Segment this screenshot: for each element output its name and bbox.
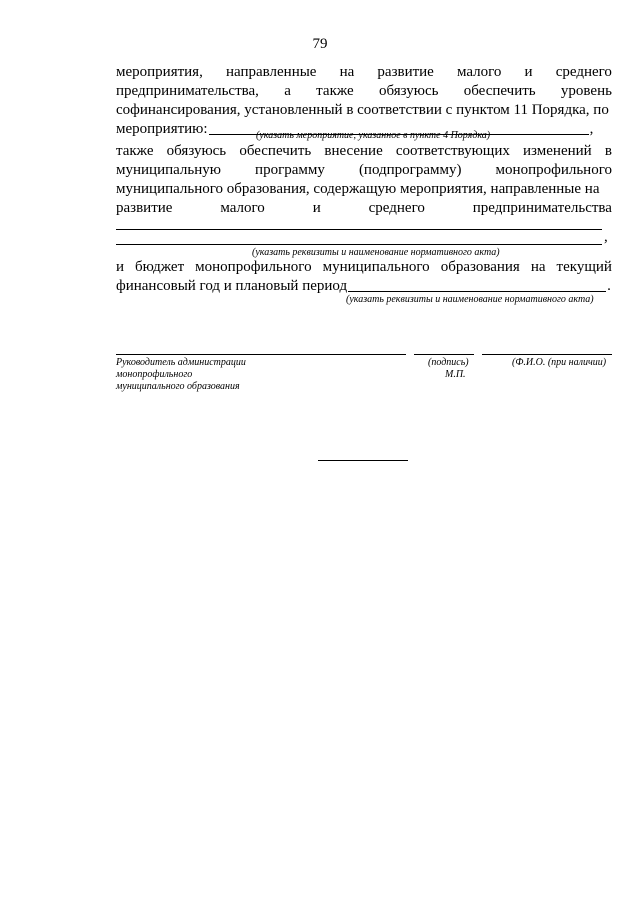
word: развитие [377, 64, 434, 80]
word: направленные [225, 64, 317, 80]
word: также [116, 143, 154, 159]
head-label-line3: муниципального образования [116, 381, 240, 392]
end-divider [318, 460, 408, 461]
word: в [604, 143, 612, 159]
budget-caption: (указать реквизиты и наименование нормативного акта) [346, 294, 594, 305]
budget-fill-line[interactable] [348, 277, 606, 292]
word: обязуюсь [378, 83, 439, 99]
head-label [116, 357, 246, 393]
para3-line1 [116, 258, 612, 277]
para1-line2 [116, 82, 612, 101]
word: текущий [556, 259, 612, 275]
word: внесение [324, 143, 383, 159]
full-name-label: (Ф.И.О. (при наличии) [512, 357, 607, 368]
word: и [524, 64, 533, 80]
word: изменений [523, 143, 592, 159]
para2-line4 [116, 199, 612, 218]
paragraph-1 [116, 63, 612, 139]
word: среднего [555, 64, 612, 80]
line-tail: , [604, 229, 608, 245]
word: также [316, 83, 354, 99]
para1-line1 [116, 63, 612, 82]
word: бюджет [135, 259, 185, 275]
head-signature-line[interactable] [116, 353, 406, 355]
full-name-line[interactable] [482, 353, 612, 355]
word: малого [456, 64, 502, 80]
word: программу [255, 162, 325, 178]
program-caption: (указать реквизиты и наименование нормативного акта) [252, 247, 500, 258]
seal-label: М.П. [445, 369, 466, 380]
word: обязуюсь [166, 143, 227, 159]
line-tail: . [607, 278, 611, 294]
word: предпринимательства, [116, 83, 259, 99]
activity-caption: (указать мероприятие, указанное в пункте 4 Порядка) [256, 130, 491, 141]
word: обеспечить [239, 143, 312, 159]
head-label-line2: монопрофильного [116, 369, 193, 380]
program-fill-line-1[interactable] [116, 228, 602, 230]
word: муниципальную [116, 162, 221, 178]
word: обеспечить [463, 83, 536, 99]
paragraph-3 [116, 258, 612, 296]
program-fill-line-2[interactable] [116, 243, 602, 245]
line-tail: , [589, 121, 594, 137]
page-number: 79 [312, 36, 328, 52]
word: среднего [368, 200, 425, 216]
para2-line2 [116, 161, 612, 180]
line-lead: мероприятию: [116, 121, 208, 137]
signature-line[interactable] [414, 353, 474, 355]
word: и [116, 259, 125, 275]
word: и [312, 200, 321, 216]
head-label-line1: Руководитель администрации [116, 357, 246, 368]
line-lead: финансовый год и плановый период [116, 278, 348, 294]
word: уровень [560, 83, 612, 99]
para2-line1 [116, 142, 612, 161]
word: монопрофильного [195, 259, 312, 275]
word: образования [440, 259, 520, 275]
para2-line3: муниципального образования, содержащую мероприятия, направленные на [116, 181, 600, 197]
word: (подпрограмму) [358, 162, 462, 178]
word: на [530, 259, 546, 275]
word: предпринимательства [472, 200, 612, 216]
paragraph-2 [116, 142, 612, 218]
signature-label: (подпись) [428, 357, 469, 368]
word: а [284, 83, 291, 99]
para1-line3: софинансирования, установленный в соответствии с пунктом 11 Порядка, по [116, 102, 609, 118]
word: развитие [116, 200, 173, 216]
word: муниципального [322, 259, 430, 275]
word: соответствующих [395, 143, 510, 159]
word: на [339, 64, 355, 80]
word: монопрофильного [495, 162, 612, 178]
signature-label-block [428, 357, 469, 381]
word: мероприятия, [116, 64, 203, 80]
word: малого [220, 200, 265, 216]
